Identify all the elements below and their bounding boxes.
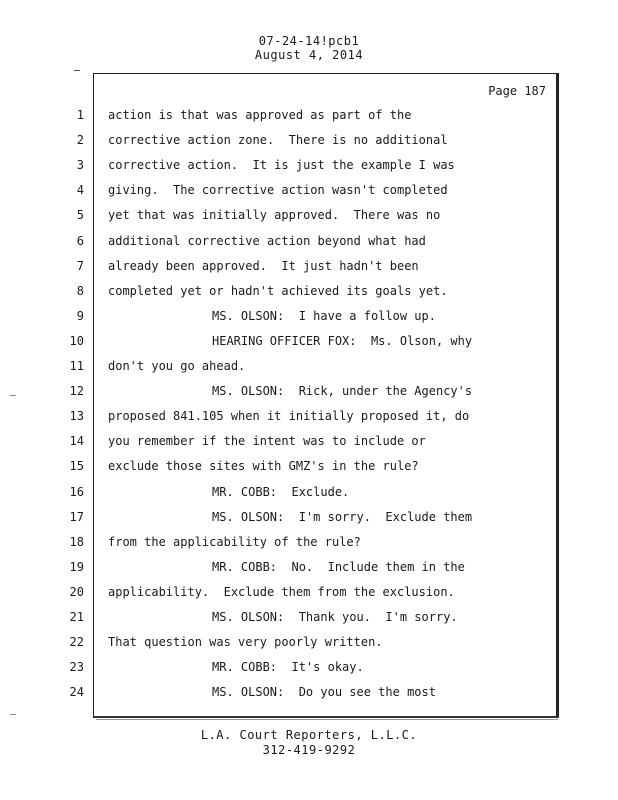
line-text: MS. OLSON: Do you see the most bbox=[212, 685, 436, 700]
frame-bottom-rule bbox=[93, 716, 559, 718]
transcript-line bbox=[0, 381, 618, 401]
line-number: 18 bbox=[69, 534, 84, 549]
line-number: 7 bbox=[76, 258, 84, 273]
scan-mark bbox=[10, 714, 16, 715]
transcript-line bbox=[0, 231, 618, 251]
line-text: corrective action. It is just the example I was bbox=[108, 158, 455, 173]
transcript-line bbox=[0, 607, 618, 627]
line-number: 6 bbox=[76, 233, 84, 248]
line-text: proposed 841.105 when it initially proposed it, do bbox=[108, 409, 470, 424]
transcript-line bbox=[0, 682, 618, 702]
line-number: 2 bbox=[76, 133, 84, 148]
line-text: yet that was initially approved. There was no bbox=[108, 208, 441, 223]
transcript-line bbox=[0, 532, 618, 552]
margin-tick bbox=[74, 70, 80, 71]
line-number: 12 bbox=[69, 384, 84, 399]
transcript-line bbox=[0, 482, 618, 502]
line-text: exclude those sites with GMZ's in the rule? bbox=[108, 459, 419, 474]
line-text: HEARING OFFICER FOX: Ms. Olson, why bbox=[212, 333, 473, 348]
transcript-line bbox=[0, 155, 618, 175]
transcript-line bbox=[0, 180, 618, 200]
case-header: 07-24-14!pcb1 bbox=[258, 34, 360, 48]
line-text: MS. OLSON: Rick, under the Agency's bbox=[212, 384, 473, 399]
line-number: 3 bbox=[76, 158, 84, 173]
line-number: 11 bbox=[69, 359, 84, 373]
line-text: That question was very poorly written. bbox=[108, 635, 383, 650]
transcript-line bbox=[0, 205, 618, 225]
line-text: don't you go ahead. bbox=[108, 359, 246, 373]
line-text: MS. OLSON: I'm sorry. Exclude them bbox=[212, 509, 473, 524]
footer-company: L.A. Court Reporters, L.L.C. bbox=[200, 728, 418, 742]
line-text: MR. COBB: No. Include them in the bbox=[212, 559, 465, 574]
line-number: 1 bbox=[76, 108, 84, 122]
transcript-line bbox=[0, 105, 618, 125]
line-text: MS. OLSON: Thank you. I'm sorry. bbox=[212, 610, 458, 624]
line-text: you remember if the intent was to include or bbox=[108, 434, 426, 449]
line-number: 10 bbox=[69, 333, 84, 348]
line-number: 24 bbox=[69, 685, 84, 700]
transcript-line bbox=[0, 331, 618, 351]
line-number: 17 bbox=[69, 509, 84, 524]
line-number: 21 bbox=[69, 610, 84, 624]
line-number: 15 bbox=[69, 459, 84, 474]
line-text: giving. The corrective action wasn't completed bbox=[108, 183, 448, 198]
line-number: 22 bbox=[69, 635, 84, 650]
line-text: applicability. Exclude them from the exclusion. bbox=[108, 584, 455, 599]
line-number: 9 bbox=[76, 308, 84, 323]
frame-bottom-shadow bbox=[96, 719, 558, 720]
date-header: August 4, 2014 bbox=[254, 48, 364, 62]
transcript-line bbox=[0, 431, 618, 451]
transcript-line bbox=[0, 130, 618, 150]
transcript-line bbox=[0, 306, 618, 326]
line-text: action is that was approved as part of the bbox=[108, 108, 412, 122]
line-number: 13 bbox=[69, 409, 84, 424]
line-text: corrective action zone. There is no additional bbox=[108, 133, 448, 148]
transcript-line bbox=[0, 657, 618, 677]
transcript-line bbox=[0, 356, 618, 376]
scan-mark bbox=[10, 395, 16, 396]
transcript-line bbox=[0, 557, 618, 577]
footer-phone: 312-419-9292 bbox=[262, 743, 356, 757]
line-text: from the applicability of the rule? bbox=[108, 534, 361, 549]
line-number: 14 bbox=[69, 434, 84, 449]
line-text: MR. COBB: It's okay. bbox=[212, 660, 364, 675]
line-number: 16 bbox=[69, 484, 84, 499]
transcript-line bbox=[0, 632, 618, 652]
transcript-line bbox=[0, 507, 618, 527]
line-text: completed yet or hadn't achieved its goals yet. bbox=[108, 283, 448, 298]
transcript-line bbox=[0, 456, 618, 476]
line-number: 5 bbox=[76, 208, 84, 223]
line-number: 19 bbox=[69, 559, 84, 574]
transcript-line bbox=[0, 406, 618, 426]
line-number: 8 bbox=[76, 283, 84, 298]
line-text: additional corrective action beyond what had bbox=[108, 233, 426, 248]
line-text: already been approved. It just hadn't been bbox=[108, 258, 419, 273]
transcript-line bbox=[0, 582, 618, 602]
line-number: 20 bbox=[69, 584, 84, 599]
transcript-line bbox=[0, 256, 618, 276]
page-label: Page 187 bbox=[488, 84, 546, 98]
line-number: 4 bbox=[76, 183, 84, 198]
line-text: MR. COBB: Exclude. bbox=[212, 484, 350, 499]
line-text: MS. OLSON: I have a follow up. bbox=[212, 308, 436, 323]
transcript-line bbox=[0, 281, 618, 301]
line-number: 23 bbox=[69, 660, 84, 675]
